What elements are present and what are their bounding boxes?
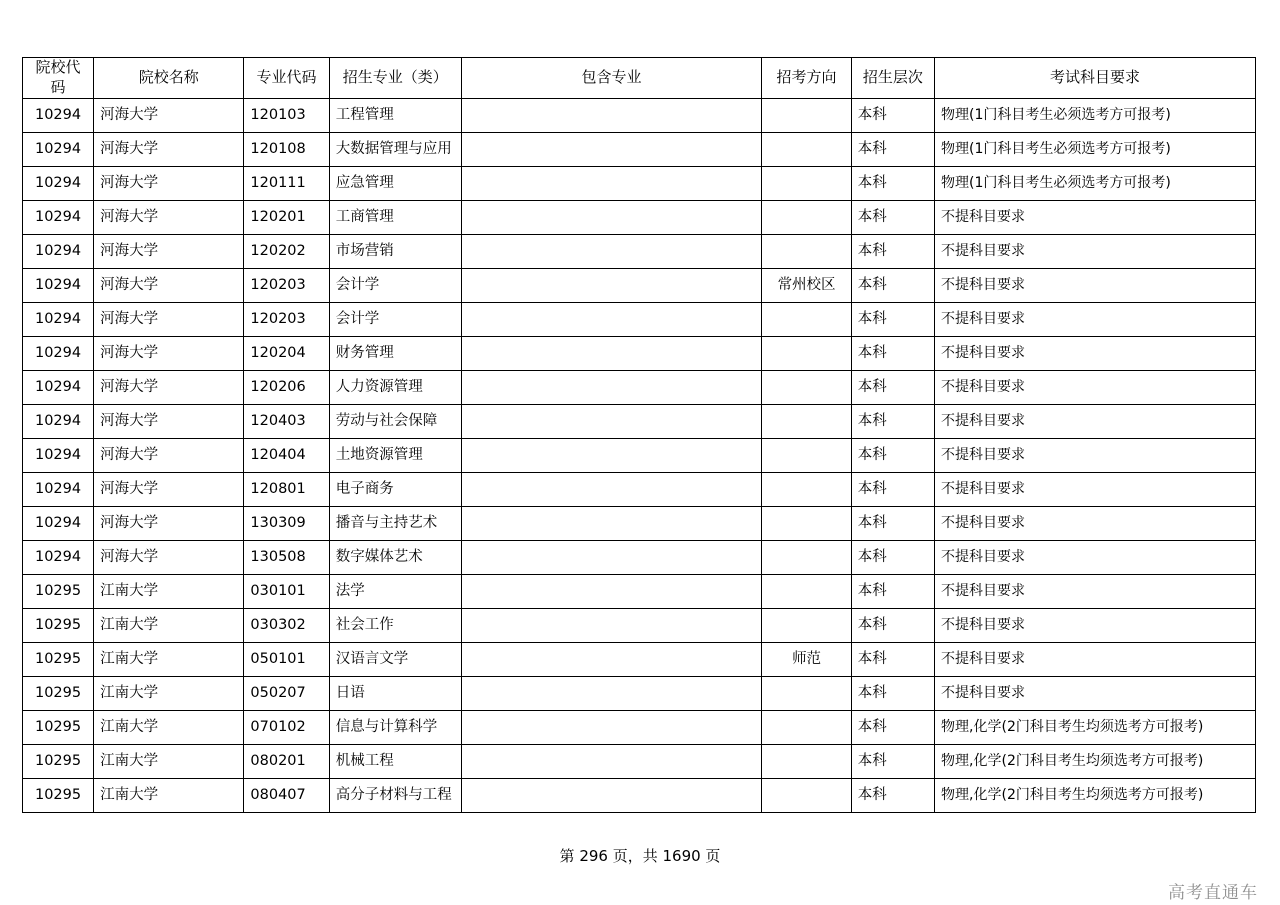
cell-school-name: 河海大学: [94, 200, 244, 234]
cell-direction: [762, 778, 851, 812]
cell-subject-requirement: 不提科目要求: [935, 540, 1256, 574]
cell-major-name: 会计学: [329, 268, 461, 302]
cell-subject-requirement: 不提科目要求: [935, 370, 1256, 404]
cell-included-majors: [461, 744, 762, 778]
cell-school-code: 10294: [23, 166, 94, 200]
cell-level: 本科: [851, 778, 934, 812]
cell-direction: [762, 744, 851, 778]
cell-subject-requirement: 不提科目要求: [935, 200, 1256, 234]
table-row: [23, 574, 1256, 608]
cell-level: 本科: [851, 438, 934, 472]
cell-level: 本科: [851, 404, 934, 438]
cell-direction: [762, 676, 851, 710]
table-row: [23, 98, 1256, 132]
cell-school-name: 江南大学: [94, 642, 244, 676]
cell-school-code: 10294: [23, 336, 94, 370]
cell-school-code: 10294: [23, 438, 94, 472]
cell-major-name: 土地资源管理: [329, 438, 461, 472]
cell-subject-requirement: 不提科目要求: [935, 506, 1256, 540]
table-row: [23, 370, 1256, 404]
cell-major-code: 120206: [244, 370, 329, 404]
cell-major-name: 电子商务: [329, 472, 461, 506]
cell-subject-requirement: 不提科目要求: [935, 608, 1256, 642]
cell-level: 本科: [851, 268, 934, 302]
cell-major-name: 工商管理: [329, 200, 461, 234]
cell-included-majors: [461, 98, 762, 132]
cell-level: 本科: [851, 574, 934, 608]
cell-included-majors: [461, 404, 762, 438]
cell-major-code: 050207: [244, 676, 329, 710]
cell-level: 本科: [851, 234, 934, 268]
cell-school-name: 河海大学: [94, 404, 244, 438]
cell-level: 本科: [851, 302, 934, 336]
table-row: [23, 710, 1256, 744]
column-header-school-code: 院校代码: [23, 58, 94, 99]
cell-included-majors: [461, 710, 762, 744]
cell-major-code: 080407: [244, 778, 329, 812]
cell-direction: [762, 710, 851, 744]
cell-subject-requirement: 不提科目要求: [935, 404, 1256, 438]
cell-subject-requirement: 物理(1门科目考生必须选考方可报考): [935, 98, 1256, 132]
cell-major-name: 应急管理: [329, 166, 461, 200]
table-row: [23, 540, 1256, 574]
cell-school-name: 河海大学: [94, 166, 244, 200]
cell-subject-requirement: 不提科目要求: [935, 438, 1256, 472]
cell-school-name: 河海大学: [94, 336, 244, 370]
cell-school-code: 10294: [23, 472, 94, 506]
cell-school-code: 10294: [23, 506, 94, 540]
cell-level: 本科: [851, 336, 934, 370]
cell-school-name: 河海大学: [94, 98, 244, 132]
cell-school-code: 10294: [23, 268, 94, 302]
cell-school-name: 河海大学: [94, 540, 244, 574]
column-header-major-code: 专业代码: [244, 58, 329, 99]
cell-school-name: 河海大学: [94, 370, 244, 404]
cell-included-majors: [461, 574, 762, 608]
cell-major-code: 120203: [244, 302, 329, 336]
cell-school-name: 河海大学: [94, 302, 244, 336]
table-row: [23, 642, 1256, 676]
cell-school-name: 河海大学: [94, 132, 244, 166]
cell-school-name: 河海大学: [94, 234, 244, 268]
cell-school-code: 10294: [23, 540, 94, 574]
cell-school-code: 10295: [23, 744, 94, 778]
table-row: [23, 268, 1256, 302]
cell-level: 本科: [851, 506, 934, 540]
table-row: [23, 132, 1256, 166]
cell-major-code: 120204: [244, 336, 329, 370]
column-header-direction: 招考方向: [762, 58, 851, 99]
cell-level: 本科: [851, 642, 934, 676]
cell-major-code: 070102: [244, 710, 329, 744]
cell-major-code: 050101: [244, 642, 329, 676]
cell-major-code: 120108: [244, 132, 329, 166]
table-row: [23, 404, 1256, 438]
column-header-school-name: 院校名称: [94, 58, 244, 99]
table-row: [23, 744, 1256, 778]
table-row: [23, 608, 1256, 642]
table-row: [23, 676, 1256, 710]
cell-school-name: 河海大学: [94, 472, 244, 506]
cell-direction: 师范: [762, 642, 851, 676]
admissions-table: [22, 57, 1256, 813]
cell-school-name: 江南大学: [94, 574, 244, 608]
column-header-level: 招生层次: [851, 58, 934, 99]
cell-included-majors: [461, 676, 762, 710]
cell-school-code: 10294: [23, 370, 94, 404]
cell-school-name: 河海大学: [94, 506, 244, 540]
cell-major-name: 大数据管理与应用: [329, 132, 461, 166]
cell-direction: [762, 608, 851, 642]
cell-direction: [762, 132, 851, 166]
cell-major-code: 130508: [244, 540, 329, 574]
cell-major-name: 法学: [329, 574, 461, 608]
cell-subject-requirement: 物理(1门科目考生必须选考方可报考): [935, 132, 1256, 166]
cell-major-code: 130309: [244, 506, 329, 540]
cell-school-code: 10294: [23, 200, 94, 234]
cell-school-code: 10294: [23, 98, 94, 132]
cell-direction: [762, 540, 851, 574]
cell-subject-requirement: 不提科目要求: [935, 268, 1256, 302]
cell-direction: [762, 472, 851, 506]
cell-direction: [762, 98, 851, 132]
table-row: [23, 302, 1256, 336]
cell-subject-requirement: 不提科目要求: [935, 472, 1256, 506]
cell-major-name: 播音与主持艺术: [329, 506, 461, 540]
table-header: [23, 58, 1256, 99]
table-row: [23, 200, 1256, 234]
cell-major-code: 120203: [244, 268, 329, 302]
watermark: 高考直通车: [1168, 883, 1258, 903]
cell-level: 本科: [851, 472, 934, 506]
cell-level: 本科: [851, 676, 934, 710]
cell-major-code: 120201: [244, 200, 329, 234]
cell-school-code: 10294: [23, 132, 94, 166]
cell-major-code: 080201: [244, 744, 329, 778]
cell-level: 本科: [851, 166, 934, 200]
cell-school-code: 10295: [23, 778, 94, 812]
cell-major-name: 汉语言文学: [329, 642, 461, 676]
table-row: [23, 336, 1256, 370]
cell-school-name: 河海大学: [94, 438, 244, 472]
cell-school-name: 江南大学: [94, 778, 244, 812]
cell-subject-requirement: 不提科目要求: [935, 642, 1256, 676]
cell-major-code: 120111: [244, 166, 329, 200]
cell-school-name: 江南大学: [94, 608, 244, 642]
cell-school-name: 江南大学: [94, 744, 244, 778]
cell-subject-requirement: 不提科目要求: [935, 676, 1256, 710]
table-row: [23, 438, 1256, 472]
cell-direction: [762, 506, 851, 540]
cell-included-majors: [461, 302, 762, 336]
cell-major-name: 数字媒体艺术: [329, 540, 461, 574]
cell-school-code: 10295: [23, 642, 94, 676]
cell-major-name: 财务管理: [329, 336, 461, 370]
cell-school-name: 河海大学: [94, 268, 244, 302]
cell-direction: [762, 370, 851, 404]
cell-major-name: 机械工程: [329, 744, 461, 778]
cell-subject-requirement: 物理,化学(2门科目考生均须选考方可报考): [935, 778, 1256, 812]
cell-subject-requirement: 物理,化学(2门科目考生均须选考方可报考): [935, 744, 1256, 778]
cell-school-code: 10295: [23, 608, 94, 642]
cell-direction: [762, 166, 851, 200]
cell-direction: [762, 200, 851, 234]
table-header-row: [23, 58, 1256, 99]
cell-major-name: 日语: [329, 676, 461, 710]
cell-school-code: 10294: [23, 234, 94, 268]
cell-major-name: 劳动与社会保障: [329, 404, 461, 438]
cell-included-majors: [461, 608, 762, 642]
cell-major-code: 120202: [244, 234, 329, 268]
cell-direction: [762, 234, 851, 268]
cell-included-majors: [461, 438, 762, 472]
cell-major-name: 会计学: [329, 302, 461, 336]
cell-school-name: 江南大学: [94, 676, 244, 710]
column-header-major-name: 招生专业（类）: [329, 58, 461, 99]
cell-major-code: 120801: [244, 472, 329, 506]
page-footer: 第 296 页，共 1690 页: [559, 847, 721, 865]
table-row: [23, 506, 1256, 540]
cell-level: 本科: [851, 370, 934, 404]
cell-level: 本科: [851, 744, 934, 778]
cell-major-name: 信息与计算科学: [329, 710, 461, 744]
cell-included-majors: [461, 778, 762, 812]
cell-included-majors: [461, 336, 762, 370]
table-row: [23, 778, 1256, 812]
cell-included-majors: [461, 200, 762, 234]
cell-major-code: 030302: [244, 608, 329, 642]
table-row: [23, 234, 1256, 268]
cell-included-majors: [461, 268, 762, 302]
cell-subject-requirement: 不提科目要求: [935, 574, 1256, 608]
cell-direction: [762, 404, 851, 438]
cell-level: 本科: [851, 608, 934, 642]
cell-direction: 常州校区: [762, 268, 851, 302]
cell-school-code: 10294: [23, 404, 94, 438]
cell-subject-requirement: 物理,化学(2门科目考生均须选考方可报考): [935, 710, 1256, 744]
cell-subject-requirement: 不提科目要求: [935, 302, 1256, 336]
cell-school-code: 10295: [23, 676, 94, 710]
cell-direction: [762, 336, 851, 370]
cell-direction: [762, 438, 851, 472]
cell-level: 本科: [851, 710, 934, 744]
cell-major-code: 120403: [244, 404, 329, 438]
table-body: [23, 98, 1256, 812]
cell-level: 本科: [851, 540, 934, 574]
column-header-subject-requirement: 考试科目要求: [935, 58, 1256, 99]
cell-subject-requirement: 不提科目要求: [935, 234, 1256, 268]
cell-school-name: 江南大学: [94, 710, 244, 744]
cell-included-majors: [461, 370, 762, 404]
cell-level: 本科: [851, 98, 934, 132]
cell-school-code: 10295: [23, 574, 94, 608]
cell-major-code: 030101: [244, 574, 329, 608]
cell-level: 本科: [851, 200, 934, 234]
cell-major-name: 高分子材料与工程: [329, 778, 461, 812]
cell-included-majors: [461, 132, 762, 166]
cell-major-name: 市场营销: [329, 234, 461, 268]
admissions-table-container: [22, 57, 1256, 813]
cell-major-name: 社会工作: [329, 608, 461, 642]
cell-major-code: 120404: [244, 438, 329, 472]
cell-direction: [762, 574, 851, 608]
cell-included-majors: [461, 472, 762, 506]
cell-subject-requirement: 不提科目要求: [935, 336, 1256, 370]
table-row: [23, 166, 1256, 200]
cell-included-majors: [461, 234, 762, 268]
column-header-included-majors: 包含专业: [461, 58, 762, 99]
cell-level: 本科: [851, 132, 934, 166]
cell-direction: [762, 302, 851, 336]
cell-major-name: 人力资源管理: [329, 370, 461, 404]
cell-included-majors: [461, 166, 762, 200]
cell-subject-requirement: 物理(1门科目考生必须选考方可报考): [935, 166, 1256, 200]
cell-included-majors: [461, 540, 762, 574]
cell-included-majors: [461, 506, 762, 540]
cell-school-code: 10294: [23, 302, 94, 336]
cell-included-majors: [461, 642, 762, 676]
table-row: [23, 472, 1256, 506]
cell-major-code: 120103: [244, 98, 329, 132]
cell-school-code: 10295: [23, 710, 94, 744]
cell-major-name: 工程管理: [329, 98, 461, 132]
